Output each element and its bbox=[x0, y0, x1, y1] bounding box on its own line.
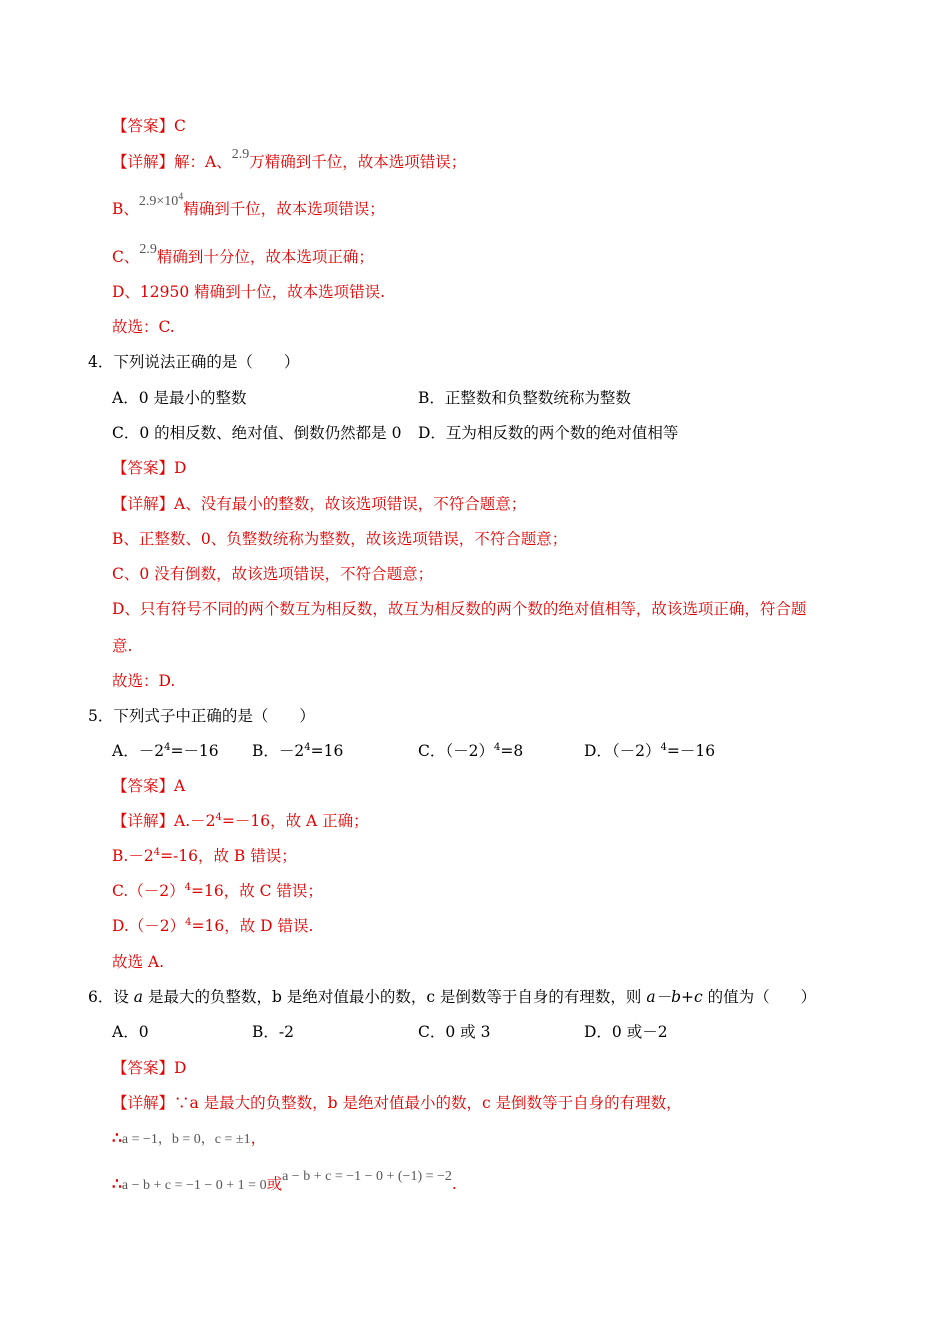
q6-stem-a: a bbox=[133, 988, 144, 1006]
q6-detail: 【详解】∵a 是最大的负整数，b 是绝对值最小的数，c 是倒数等于自身的有理数， bbox=[112, 1094, 682, 1112]
q5-opt-a-rest: =－16 bbox=[170, 742, 219, 760]
q3-detail-d: D、12950 精确到十位，故本选项错误. bbox=[112, 283, 386, 301]
q4-option-d: D．互为相反数的两个数的绝对值相等 bbox=[418, 424, 679, 442]
q5-option-c bbox=[418, 740, 523, 762]
q5-d1-rest: =－16，故 A 正确； bbox=[221, 812, 369, 830]
q3-detail-a bbox=[112, 147, 467, 175]
q6-option-d: D．0 或－2 bbox=[584, 1023, 668, 1041]
q6-line2-math2: a − b + c = −1 − 0 + (−1) = −2 bbox=[282, 1169, 452, 1184]
q5-opt-b-rest: =16 bbox=[310, 742, 344, 760]
q5-d2-exp: 4 bbox=[153, 846, 161, 858]
q3-b-math-base: 2.9×10 bbox=[138, 194, 179, 209]
q5-detail-b bbox=[112, 845, 297, 867]
q6-stem-expr: a－b+c bbox=[646, 988, 703, 1006]
q5-option-d bbox=[584, 740, 715, 762]
q5-choose: 故选 A. bbox=[112, 953, 165, 971]
q5-opt-b-base: B．－2 bbox=[252, 742, 305, 760]
q3-b-math-exp: 4 bbox=[178, 191, 184, 203]
q5-d4-base: D.（－2） bbox=[112, 917, 186, 935]
q5-d1-base: 【详解】A.－2 bbox=[112, 812, 216, 830]
q4-option-a: A．0 是最小的整数 bbox=[112, 389, 247, 407]
q6-option-c: C．0 或 3 bbox=[418, 1023, 491, 1041]
q6-therefore-1: ∴ bbox=[112, 1128, 122, 1147]
q5-opt-a-exp: 4 bbox=[164, 741, 171, 753]
q6-line1-end: ， bbox=[250, 1129, 267, 1147]
q5-option-a bbox=[112, 740, 219, 762]
q5-d4-rest: =16，故 D 错误. bbox=[191, 917, 314, 935]
q3-answer: 【答案】C bbox=[112, 117, 186, 135]
q6-line2 bbox=[112, 1169, 457, 1197]
q5-opt-a-base: A．－2 bbox=[112, 742, 165, 760]
q6-option-a: A．0 bbox=[112, 1023, 149, 1041]
q4-detail-a: 【详解】A、没有最小的整数，故该选项错误，不符合题意； bbox=[112, 495, 527, 513]
q5-d3-exp: 4 bbox=[184, 881, 191, 893]
q4-option-c: C．0 的相反数、绝对值、倒数仍然都是 0 bbox=[112, 424, 402, 442]
q5-opt-c-base: C．（－2） bbox=[418, 742, 494, 760]
q6-line1-math: a = −1，b = 0，c = ±1 bbox=[121, 1132, 251, 1147]
q5-detail-d bbox=[112, 915, 313, 937]
q5-d1-exp: 4 bbox=[215, 811, 222, 823]
q6-line2-end: . bbox=[451, 1175, 457, 1193]
q3-b-prefix: B、 bbox=[112, 200, 139, 218]
q5-opt-d-rest: =－16 bbox=[666, 742, 716, 760]
q5-detail-c bbox=[112, 880, 323, 902]
q6-stem-pre: 6．设 bbox=[88, 988, 134, 1006]
q4-detail-d1: D、只有符号不同的两个数互为相反数，故互为相反数的两个数的绝对值相等，故该选项正确，符合题 bbox=[112, 600, 807, 618]
q3-choose: 故选：C. bbox=[112, 318, 175, 336]
q4-detail-d2: 意. bbox=[112, 637, 133, 655]
q6-therefore-2: ∴ bbox=[112, 1174, 122, 1193]
q6-stem-mid: 是最大的负整数，b 是绝对值最小的数，c 是倒数等于自身的有理数，则 bbox=[143, 988, 647, 1006]
q3-c-text: 精确到十分位，故本选项正确； bbox=[156, 248, 374, 266]
q3-c-prefix: C、 bbox=[112, 248, 140, 266]
q3-detail-b bbox=[112, 191, 385, 222]
q5-opt-d-exp: 4 bbox=[660, 741, 667, 753]
q5-detail-a bbox=[112, 810, 369, 832]
q5-answer: 【答案】A bbox=[112, 777, 186, 795]
q3-b-math bbox=[138, 191, 184, 209]
q5-d3-base: C.（－2） bbox=[112, 882, 185, 900]
q5-d3-rest: =16，故 C 错误； bbox=[190, 882, 323, 900]
q4-detail-b: B、正整数、0、负整数统称为整数，故该选项错误，不符合题意； bbox=[112, 530, 568, 548]
q5-d4-exp: 4 bbox=[185, 916, 192, 928]
q3-detail-c bbox=[112, 242, 374, 270]
q5-opt-c-rest: =8 bbox=[500, 742, 524, 760]
q4-detail-c: C、0 没有倒数，故该选项错误，不符合题意； bbox=[112, 565, 434, 583]
q3-detail-prefix: 【详解】解：A、 bbox=[112, 153, 232, 171]
q5-d2-rest: =-16，故 B 错误； bbox=[160, 847, 297, 865]
q4-choose: 故选：D. bbox=[112, 672, 176, 690]
q3-c-math: 2.9 bbox=[139, 242, 157, 257]
q3-b-text: 精确到千位，故本选项错误； bbox=[183, 200, 385, 218]
q6-stem bbox=[88, 986, 816, 1008]
q6-option-b: B．-2 bbox=[252, 1023, 294, 1041]
q6-line2-or: 或 bbox=[266, 1175, 283, 1193]
q4-option-b: B．正整数和负整数统称为整数 bbox=[418, 389, 631, 407]
q6-line2-math1: a − b + c = −1 − 0 + 1 = 0 bbox=[121, 1178, 267, 1193]
q5-opt-b-exp: 4 bbox=[304, 741, 311, 753]
q3-detail-a-text: 万精确到千位，故本选项错误； bbox=[249, 153, 467, 171]
q5-option-b bbox=[252, 740, 343, 762]
q5-opt-c-exp: 4 bbox=[493, 741, 501, 753]
q6-answer: 【答案】D bbox=[112, 1059, 187, 1077]
q6-stem-post: 的值为（ ） bbox=[702, 988, 817, 1006]
q5-d2-base: B.－2 bbox=[112, 847, 154, 865]
q3-detail-a-math: 2.9 bbox=[231, 147, 250, 162]
q5-stem: 5．下列式子中正确的是（ ） bbox=[88, 707, 315, 725]
q4-answer: 【答案】D bbox=[112, 459, 187, 477]
q4-stem: 4．下列说法正确的是（ ） bbox=[88, 353, 300, 371]
q6-line1 bbox=[112, 1127, 266, 1151]
q5-opt-d-base: D．（－2） bbox=[584, 742, 661, 760]
